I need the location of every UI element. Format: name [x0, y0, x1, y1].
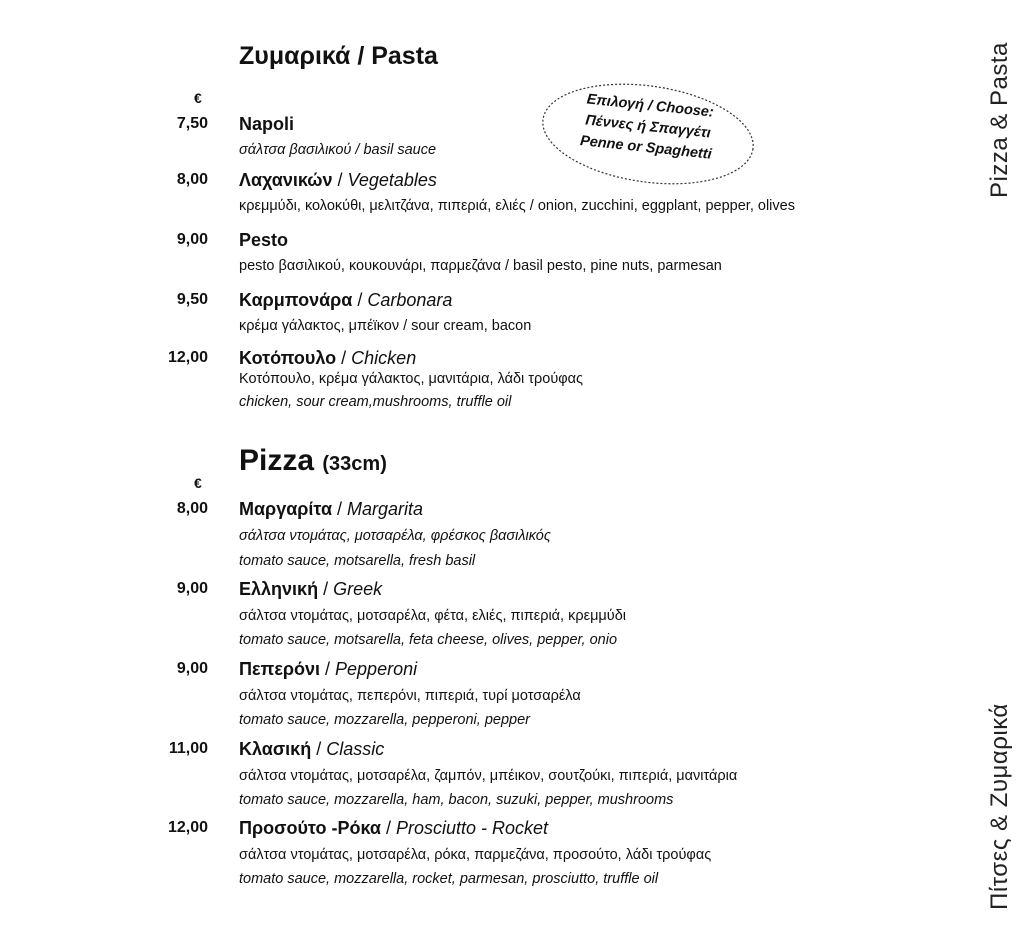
item-price: 9,00: [176, 231, 208, 248]
item-price: 8,00: [176, 500, 208, 517]
item-name: Μαργαρίτα / Margarita: [239, 499, 424, 519]
item-description-gr: σάλτσα ντομάτας, πεπερόνι, πιπεριά, τυρί μοτσαρέλα: [239, 688, 581, 704]
item-description-gr: Κοτόπουλο, κρέμα γάλακτος, μανιτάρια, λάδι τρούφας: [239, 371, 584, 387]
item-name: Κλασική / Classic: [239, 739, 385, 759]
item-price: 9,50: [176, 291, 208, 308]
item-description-en: tomato sauce, mozzarella, pepperoni, pepper: [239, 712, 530, 728]
item-name: Κοτόπουλο / Chicken: [239, 348, 417, 368]
item-price: 12,00: [167, 819, 208, 836]
pizza-size: (33cm): [322, 453, 387, 475]
item-description-en: tomato sauce, mozzarella, ham, bacon, suzuki, pepper, mushrooms: [239, 792, 674, 808]
item-description-gr: σάλτσα ντομάτας, μοτσαρέλα, ζαμπόν, μπέικον, σουτζούκι, πιπεριά, μανιτάρια: [239, 768, 738, 784]
item-description-gr: σάλτσα ντομάτας, μοτσαρέλα, φρέσκος βασιλικός: [239, 528, 551, 544]
item-description: σάλτσα βασιλικού / basil sauce: [239, 142, 437, 158]
choose-note-line-2: Πέννες ή Σπαγγέτι: [584, 112, 712, 142]
pizza-section-title: Pizza (33cm): [239, 444, 387, 477]
item-description-en: chicken, sour cream,mushrooms, truffle oil: [239, 394, 512, 410]
item-name: Προσούτο -Ρόκα / Prosciutto - Rocket: [239, 818, 549, 838]
side-label-greek: Πίτσες & Ζυμαρικά: [986, 703, 1013, 910]
item-description-gr: σάλτσα ντομάτας, μοτσαρέλα, φέτα, ελιές, πιπεριά, κρεμμύδι: [239, 608, 627, 624]
item-name: Ελληνική / Greek: [239, 579, 383, 599]
item-price: 11,00: [168, 740, 208, 757]
item-description-en: tomato sauce, mozzarella, rocket, parmesan, prosciutto, truffle oil: [239, 871, 659, 887]
item-name: Καρμπονάρα / Carbonara: [239, 290, 453, 310]
choose-note-line-1: Επιλογή / Choose:: [586, 91, 715, 121]
choose-note-line-3: Penne or Spaghetti: [579, 133, 713, 163]
item-name: Λαχανικών / Vegetables: [239, 170, 437, 190]
item-name: Πεπερόνι / Pepperoni: [239, 659, 418, 679]
item-price: 9,00: [176, 660, 208, 677]
item-name: Pesto: [239, 230, 289, 250]
item-price: 9,00: [176, 580, 208, 597]
item-name: Napoli: [239, 114, 295, 134]
item-description-gr: σάλτσα ντομάτας, μοτσαρέλα, ρόκα, παρμεζάνα, προσούτο, λάδι τρούφας: [239, 847, 712, 863]
item-description: κρεμμύδι, κολοκύθι, μελιτζάνα, πιπεριά, ελιές / onion, zucchini, eggplant, pepper, olives: [239, 198, 795, 214]
side-label-english: Pizza & Pasta: [986, 42, 1013, 198]
item-description: pesto βασιλικού, κουκουνάρι, παρμεζάνα / basil pesto, pine nuts, parmesan: [239, 258, 722, 274]
item-price: 12,00: [167, 349, 208, 366]
choose-note: [540, 82, 756, 186]
item-description: κρέμα γάλακτος, μπέϊκον / sour cream, bacon: [239, 318, 532, 334]
item-description-en: tomato sauce, motsarella, fresh basil: [239, 553, 476, 569]
pasta-section-title: Ζυμαρικά / Pasta: [239, 42, 438, 70]
item-price: 7,50: [176, 115, 208, 132]
pizza-currency-symbol: €: [194, 475, 202, 491]
item-description-en: tomato sauce, motsarella, feta cheese, olives, pepper, onio: [239, 632, 618, 648]
pasta-currency-symbol: €: [194, 90, 202, 106]
item-price: 8,00: [176, 171, 208, 188]
